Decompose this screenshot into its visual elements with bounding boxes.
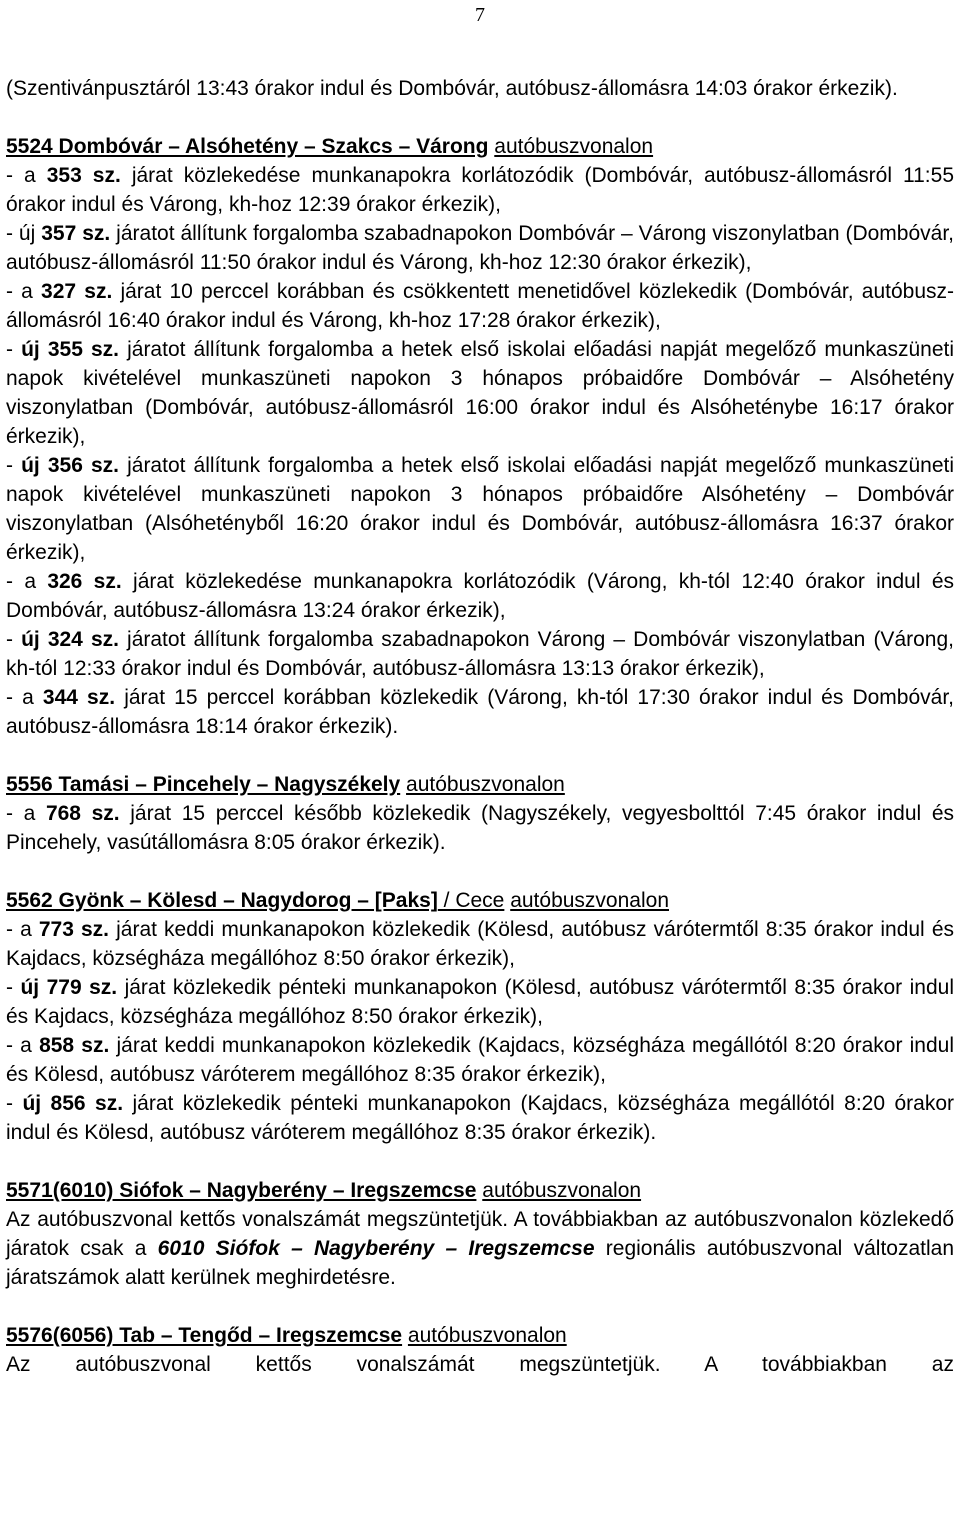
section-suffix: autóbuszvonalon (482, 1179, 642, 1202)
section-paragraph: Az autóbuszvonal kettős vonalszámát megszüntetjük. A továbbiakban az autóbuszvonalon közlekedő járatok csak a 6010 Siófok – Nagyberény – Iregszemcse regionális autóbuszvonal változatlan járatszámok alatt kerülnek meghirdetésre. (6, 1208, 955, 1289)
section-paragraph: Az autóbuszvonal kettős vonalszámát megszüntetjük. A továbbiakban az (6, 1353, 954, 1376)
section-heading (6, 886, 954, 915)
section-title-extra: / Cece (437, 889, 505, 912)
section-title: 5562 Gyönk – Kölesd – Nagydorog – [Paks] (6, 889, 438, 912)
section-suffix: autóbuszvonalon (407, 1324, 567, 1347)
section-title: 5576(6056) Tab – Tengőd – Iregszemcse (6, 1324, 403, 1347)
list-item: - új 355 sz. járatot állítunk forgalomba a hetek első iskolai előadási napját megelőző munkaszüneti napok kivételével munkaszüneti napokon 3 hónapos próbaidőre Dombóvár – Alsóhetény viszonylatban (Dombóvár, autóbusz-állomásról 16:00 órakor indul és Alsóheténybe 16:17 órakor érkezik), (6, 338, 955, 448)
section-suffix: autóbuszvonalon (494, 135, 654, 158)
list-item: - új 856 sz. járat közlekedik pénteki munkanapokon (Kajdacs, községháza megállótól 8:20 órakor indul és Kölesd, autóbusz váróterem megállóhoz 8:35 órakor érkezik). (6, 1092, 954, 1144)
list-item: - a 768 sz. járat 15 perccel később közlekedik (Nagyszékely, vegyesbolttól 7:45 órakor indul és Pincehely, vasútállomásra 8:05 órakor érkezik). (6, 802, 955, 854)
list-item: - új 356 sz. járatot állítunk forgalomba a hetek első iskolai előadási napját megelőző munkaszüneti napok kivételével munkaszüneti napokon 3 hónapos próbaidőre Alsóhetény – Dombóvár viszonylatban (Alsóhetényből 16:20 órakor indul és Dombóvár, autóbusz-állomásra 16:37 órakor érkezik), (6, 454, 955, 564)
section-suffix: autóbuszvonalon (510, 889, 669, 912)
section-title: 5524 Dombóvár – Alsóhetény – Szakcs – Várong (6, 135, 489, 158)
section-title: 5556 Tamási – Pincehely – Nagyszékely (6, 773, 401, 796)
page-number: 7 (475, 4, 485, 26)
section-heading (6, 1321, 954, 1350)
list-item: - a 858 sz. járat keddi munkanapokon közlekedik (Kajdacs, községháza megállótól 8:20 órakor indul és Kölesd, autóbusz váróterem megállóhoz 8:35 órakor érkezik), (6, 1034, 955, 1086)
list-item: - a 773 sz. járat keddi munkanapokon közlekedik (Kölesd, autóbusz várótermtől 8:35 órakor indul és Kajdacs, községháza megállóhoz 8:50 órakor érkezik), (6, 918, 954, 970)
list-item: - új 779 sz. járat közlekedik pénteki munkanapokon (Kölesd, autóbusz várótermtől 8:35 órakor indul és Kajdacs, községháza megállóhoz 8:50 órakor érkezik), (6, 976, 955, 1028)
section-heading (6, 770, 954, 799)
list-item: - a 353 sz. járat közlekedése munkanapokra korlátozódik (Dombóvár, autóbusz-állomásról 11:55 órakor indul és Várong, kh-hoz 12:39 órakor érkezik), (6, 164, 954, 216)
list-item: - új 324 sz. járatot állítunk forgalomba szabadnapokon Várong – Dombóvár viszonylatban (Várong, kh-tól 12:33 órakor indul és Dombóvár, autóbusz-állomásra 13:13 órakor érkezik), (6, 628, 954, 680)
section-suffix: autóbuszvonalon (406, 773, 565, 796)
section-heading (6, 132, 954, 161)
list-item: - a 344 sz. járat 15 perccel korábban közlekedik (Várong, kh-tól 17:30 órakor indul és Dombóvár, autóbusz-állomásra 18:14 órakor érkezik). (6, 686, 955, 738)
section-title: 5571(6010) Siófok – Nagyberény – Iregszemcse (6, 1179, 477, 1202)
list-item: - a 327 sz. járat 10 perccel korábban és csökkentett menetidővel közlekedik (Dombóvár, autóbusz-állomásról 16:40 órakor indul és Várong, kh-hoz 17:28 órakor érkezik), (6, 280, 955, 332)
intro-paragraph: (Szentivánpusztáról 13:43 órakor indul és Dombóvár, autóbusz-állomásra 14:03 órakor érkezik). (6, 77, 898, 100)
section-heading (6, 1176, 954, 1205)
document-body (6, 74, 954, 1379)
list-item: - a 326 sz. járat közlekedése munkanapokra korlátozódik (Várong, kh-tól 12:40 órakor indul és Dombóvár, autóbusz-állomásra 13:24 órakor érkezik), (6, 570, 955, 622)
list-item: - új 357 sz. járatot állítunk forgalomba szabadnapokon Dombóvár – Várong viszonylatban (Dombóvár, autóbusz-állomásról 11:50 órakor indul és Várong, kh-hoz 12:30 órakor érkezik), (6, 222, 955, 274)
